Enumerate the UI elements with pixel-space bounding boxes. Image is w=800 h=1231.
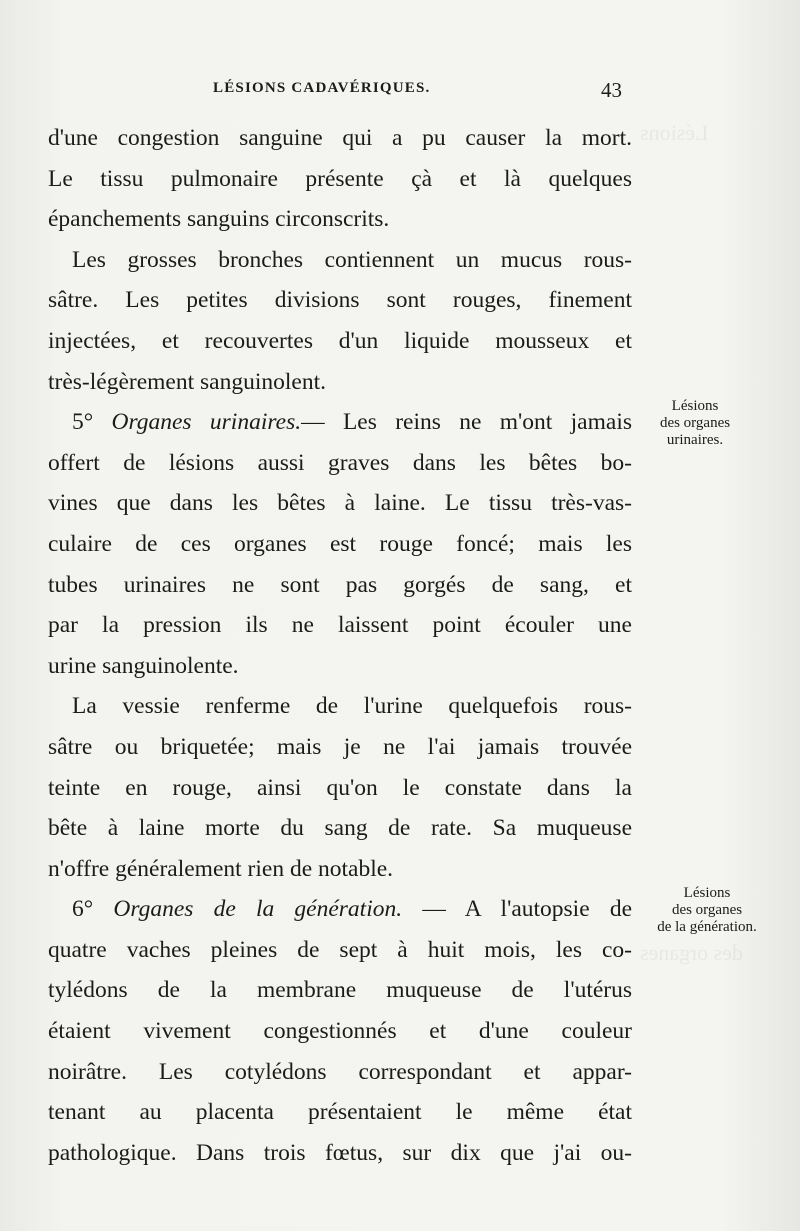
text-fragment: — Les reins ne m'ont jamais xyxy=(301,409,632,436)
text-line: Les grosses bronches contiennent un mucus rous- xyxy=(72,246,632,273)
section-number: 6° xyxy=(72,896,94,923)
body-text xyxy=(48,118,632,1173)
text-line: culaire de ces organes est rouge foncé; mais les xyxy=(48,530,632,557)
text-fragment: — A l'autopsie de xyxy=(422,896,633,923)
text-line: d'une congestion sanguine qui a pu causer la mort. xyxy=(48,125,632,151)
margin-note-line: Lésions xyxy=(671,398,719,414)
text-line: noirâtre. Les cotylédons correspondant et appar- xyxy=(48,1058,632,1085)
margin-note-line: de la génération. xyxy=(657,919,757,935)
text-line: urine sanguinolente. xyxy=(48,652,239,679)
text-line: vines que dans les bêtes à laine. Le tissu très-vas- xyxy=(48,490,632,517)
running-header xyxy=(48,78,628,108)
page-number: 43 xyxy=(601,78,622,102)
text-line: Le tissu pulmonaire présente çà et là quelques xyxy=(48,165,632,192)
margin-note-line: des organes xyxy=(671,902,743,918)
margin-note-urinaires xyxy=(620,398,770,449)
margin-note-generation xyxy=(632,885,782,936)
text-line: tenant au placenta présentaient le même état xyxy=(48,1099,632,1126)
running-title: LÉSIONS CADAVÉRIQUES. xyxy=(213,80,431,96)
text-line: sâtre. Les petites divisions sont rouges, finement xyxy=(48,287,632,314)
section-heading: Organes de la génération. xyxy=(113,896,403,923)
text-line: pathologique. Dans trois fœtus, sur dix que j'ai ou- xyxy=(48,1139,632,1166)
margin-note-line: des organes xyxy=(659,415,731,431)
text-line: sâtre ou briquetée; mais je ne l'ai jamais trouvée xyxy=(48,733,632,760)
margin-note-line: Lésions xyxy=(683,885,731,901)
text-line: bête à laine morte du sang de rate. Sa muqueuse xyxy=(48,815,632,842)
margin-note-line: urinaires. xyxy=(666,432,724,448)
text-line: tubes urinaires ne sont pas gorgés de sang, et xyxy=(48,571,632,598)
text-line: La vessie renferme de l'urine quelquefois rous- xyxy=(72,693,632,720)
text-line: par la pression ils ne laissent point écouler une xyxy=(48,612,632,639)
text-line: injectées, et recouvertes d'un liquide mousseux et xyxy=(48,327,632,354)
text-line: épanchements sanguins circonscrits. xyxy=(48,206,390,233)
text-line: n'offre généralement rien de notable. xyxy=(48,855,394,882)
bleed-through-text: des organes xyxy=(640,940,743,965)
text-line: offert de lésions aussi graves dans les bêtes bo- xyxy=(48,449,632,476)
section-heading-line xyxy=(48,402,632,443)
text-line: étaient vivement congestionnés et d'une couleur xyxy=(48,1018,632,1045)
text-line: teinte en rouge, ainsi qu'on le constate dans la xyxy=(48,774,632,801)
text-line: quatre vaches pleines de sept à huit mois, les co- xyxy=(48,936,632,963)
bleed-through-text: Lésions xyxy=(640,120,709,145)
text-line: tylédons de la membrane muqueuse de l'utérus xyxy=(48,977,632,1004)
text-line: très-légèrement sanguinolent. xyxy=(48,368,326,395)
section-number: 5° xyxy=(72,409,94,436)
section-heading: Organes urinaires. xyxy=(111,409,302,436)
section-heading-line xyxy=(48,889,632,930)
